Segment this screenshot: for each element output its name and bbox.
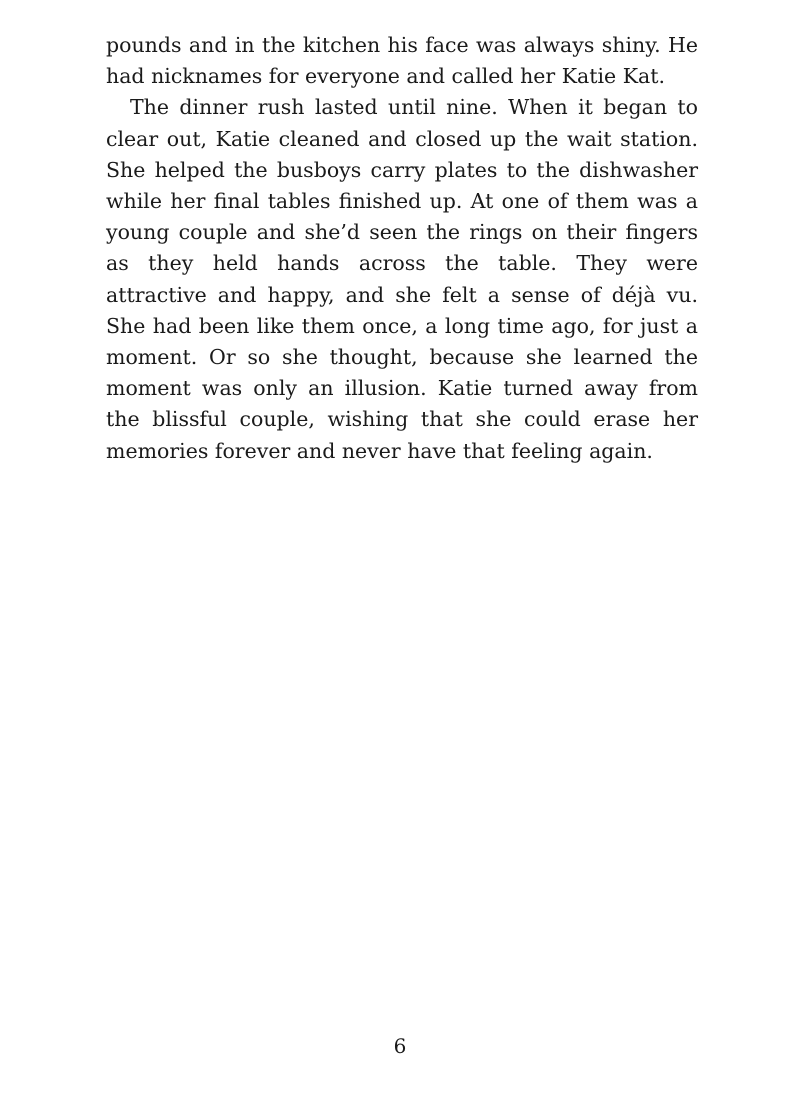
page-number: 6 bbox=[393, 1034, 407, 1058]
paragraph-dinner-rush: The dinner rush lasted until nine. When it began to clear out, Katie cleaned and closed up the wait station. She helped the busboys carry plates to the dishwasher while her final tables finished up. At one of them was a young couple and she’d seen the rings on their fingers as they held hands across the table. They were attractive and happy, and she felt a sense of déjà vu. She had been like them once, a long time ago, for just a moment. Or so she thought, because she learned the moment was only an illusion. Katie turned away from the blissful couple, wishing that she could erase her memories forever and never have that feeling again. bbox=[106, 95, 698, 463]
paragraph-continuation: pounds and in the kitchen his face was always shiny. He had nicknames for everyone and called her Katie Kat. bbox=[106, 33, 698, 89]
page-body bbox=[106, 30, 698, 467]
